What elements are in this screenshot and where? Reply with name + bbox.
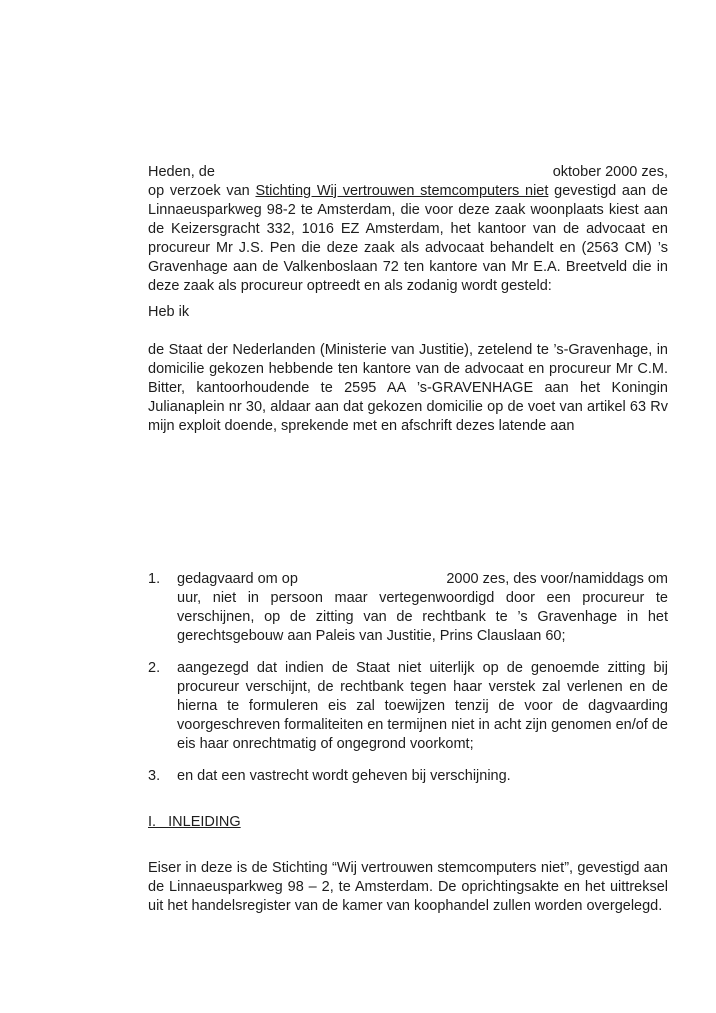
plaintiff-segment-post: gevestigd aan de Linnaeusparkweg 98-2 te Amsterdam, die voor deze zaak woonplaats kiest aan de Keizersgracht 332, 1016 EZ Amsterdam, het kantoor van de advocaat en procureur Mr J.S. Pen die deze zaak als advocaat behandelt en (2563 CM) ’s Gravenhage aan de Valkenboslaan 72 ten kantore van Mr E.A. Breetveld die in deze zaak als procureur optreedt en als zodanig wordt gesteld:	[148, 183, 668, 294]
summons-line-prefix: gedagvaard om op	[177, 571, 298, 587]
list-item-body	[177, 570, 668, 646]
list-item-number: 2.	[148, 660, 161, 676]
list-item-body	[177, 767, 668, 786]
plaintiff-name-underlined: Stichting Wij vertrouwen stemcomputers niet	[255, 183, 549, 199]
section-heading-inleiding	[148, 813, 668, 832]
date-line-suffix: oktober 2000 zes,	[552, 164, 668, 180]
closing-paragraph: Eiser in deze is de Stichting “Wij vertrouwen stemcomputers niet”, gevestigd aan de Linnaeusparkweg 98 – 2, te Amsterdam. De oprichtingsakte en het uittreksel uit het handelsregister van de kamer van koophandel zullen worden overgelegd.	[148, 860, 668, 914]
heb-ik-line: Heb ik	[148, 304, 190, 320]
list-item-text: aangezegd dat indien de Staat niet uiterlijk op de genoemde zitting bij procureur verschijnt, de rechtbank tegen haar verstek zal verlenen en de hierna te formuleren eis zal toewijzen tenzij de voor de dagvaarding voorgeschreven formaliteiten en termijnen niet in acht zijn genomen en/of de eis haar onrechtmatig of ongegrond voorkomt;	[177, 660, 668, 752]
list-item-3	[148, 767, 668, 786]
summons-line-suffix: 2000 zes, des voor/namiddags om	[446, 571, 668, 587]
list-item-1	[148, 570, 668, 646]
list-item-body	[177, 659, 668, 754]
section-heading-text: I. INLEIDING	[148, 814, 241, 830]
list-item-text: en dat een vastrecht wordt geheven bij verschijning.	[177, 768, 511, 784]
plaintiff-paragraph	[148, 182, 668, 296]
summons-date-fill-in-line	[177, 570, 668, 589]
list-item-number: 1.	[148, 571, 161, 587]
date-fill-in-line	[148, 163, 668, 182]
date-line-prefix: Heden, de	[148, 164, 215, 180]
list-item-2	[148, 659, 668, 754]
summons-list	[148, 570, 668, 786]
defendant-paragraph: de Staat der Nederlanden (Ministerie van Justitie), zetelend te ’s-Gravenhage, in domicilie gekozen hebbende ten kantore van de advocaat en procureur Mr C.M. Bitter, kantoorhoudende te 2595 AA ’s-GRAVENHAGE aan het Koningin Julianaplein nr 30, aldaar aan dat gekozen domicilie op de voet van artikel 63 Rv mijn exploit doende, sprekende met en afschrift dezes latende aan	[148, 342, 668, 434]
plaintiff-segment-pre: op verzoek van	[148, 183, 256, 199]
list-item-number: 3.	[148, 768, 161, 784]
list-item-text: uur, niet in persoon maar vertegenwoordigd door een procureur te verschijnen, op de zitting van de rechtbank te ’s Gravenhage in het gerechtsgebouw aan Paleis van Justitie, Prins Clauslaan 60;	[177, 590, 668, 644]
